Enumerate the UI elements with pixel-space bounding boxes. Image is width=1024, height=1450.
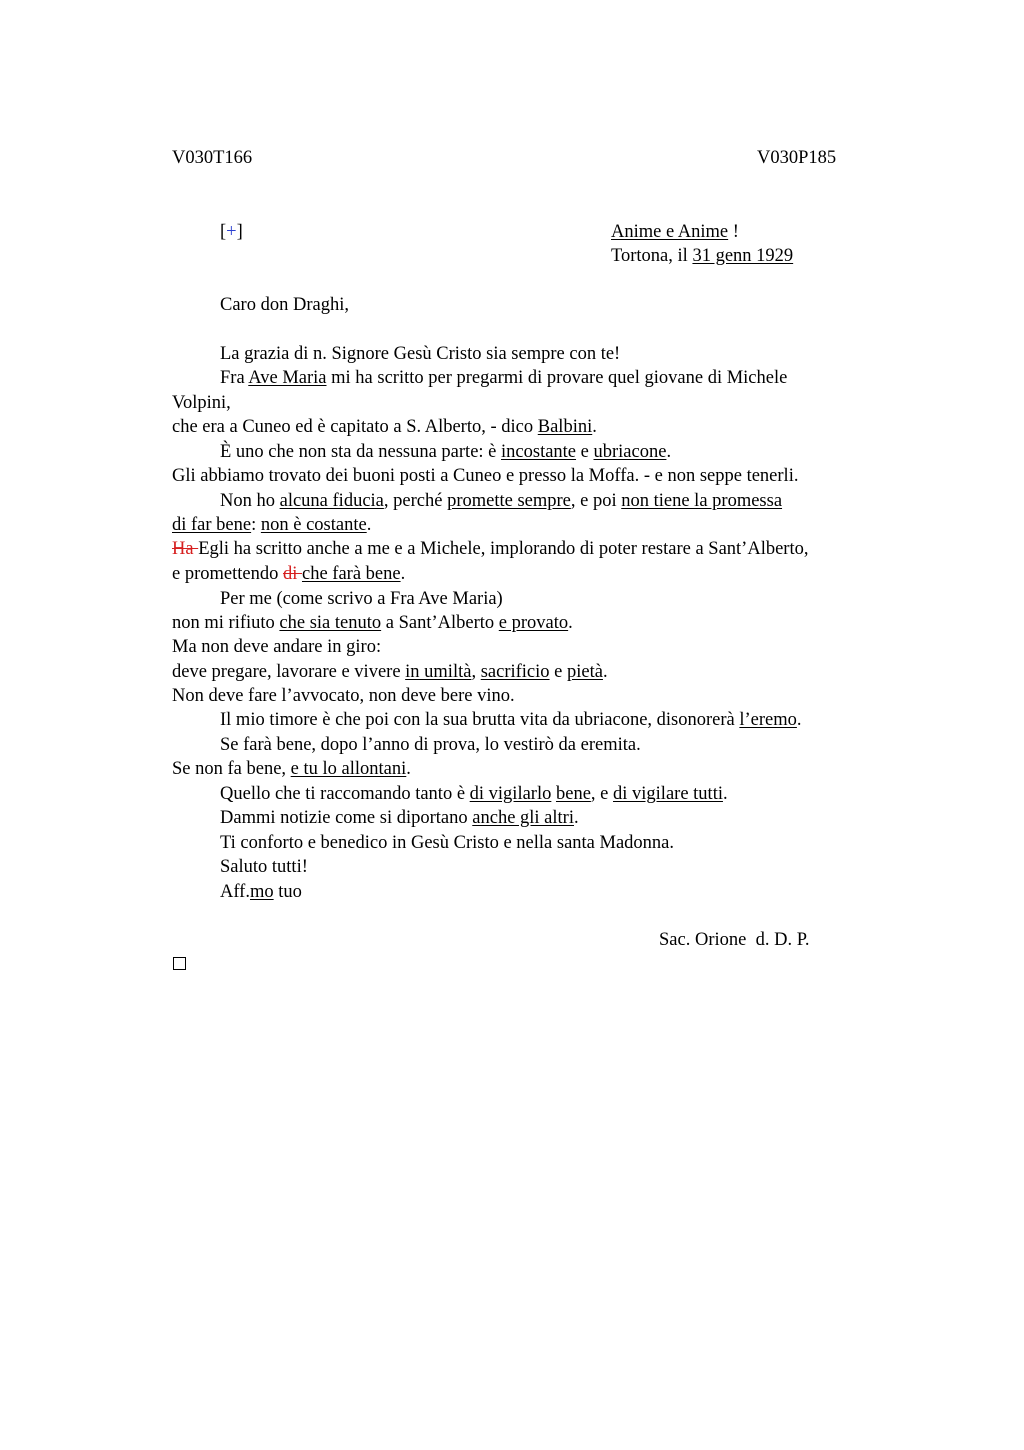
body-line: Ha Egli ha scritto anche a me e a Michele, implorando di poter restare a Sant’Alberto,: [172, 539, 809, 559]
body-line: non mi rifiuto che sia tenuto a Sant’Alberto e provato.: [172, 613, 573, 633]
body-line: deve pregare, lavorare e vivere in umiltà, sacrificio e pietà.: [172, 662, 608, 682]
document-code-right: V030P185: [757, 148, 837, 168]
deleted-text: Ha: [172, 539, 199, 559]
body-line: di far bene: non è costante.: [172, 515, 372, 535]
body-line: Il mio timore è che poi con la sua brutta vita da ubriacone, disonorerà l’eremo.: [220, 710, 802, 730]
deleted-text: di: [282, 564, 302, 584]
body-line: Quello che ti raccomando tanto è di vigilarlo bene, e di vigilare tutti.: [220, 784, 728, 804]
letter-title: Anime e Anime !: [611, 222, 739, 242]
signature: Sac. Orione d. D. P.: [659, 930, 810, 950]
body-line: Se farà bene, dopo l’anno di prova, lo vestirò da eremita.: [220, 735, 641, 755]
body-line: Gli abbiamo trovato dei buoni posti a Cuneo e presso la Moffa. - e non seppe tenerli.: [172, 466, 799, 486]
body-line: Per me (come scrivo a Fra Ave Maria): [220, 589, 503, 609]
cross-marker: [+]: [220, 222, 243, 242]
end-square-icon: [173, 957, 186, 970]
body-line: Non deve fare l’avvocato, non deve bere vino.: [172, 686, 515, 706]
body-line: Ti conforto e benedico in Gesù Cristo e nella santa Madonna.: [220, 833, 675, 853]
body-line: e promettendo di che farà bene.: [172, 564, 406, 584]
salutation: Caro don Draghi,: [220, 295, 349, 315]
closing: Aff.mo tuo: [220, 882, 302, 902]
body-line: che era a Cuneo ed è capitato a S. Alberto, - dico Balbini.: [172, 417, 597, 437]
body-line: Volpini,: [172, 393, 231, 413]
body-line: Ma non deve andare in giro:: [172, 637, 382, 657]
body-line: Non ho alcuna fiducia, perché promette sempre, e poi non tiene la promessa: [220, 491, 783, 511]
body-line: Dammi notizie come si diportano anche gli altri.: [220, 808, 579, 828]
body-line: Fra Ave Maria mi ha scritto per pregarmi di provare quel giovane di Michele: [220, 368, 788, 388]
cross-icon: +: [226, 222, 237, 242]
document-code-left: V030T166: [172, 148, 253, 168]
body-line: Se non fa bene, e tu lo allontani.: [172, 759, 411, 779]
body-line: È uno che non sta da nessuna parte: è incostante e ubriacone.: [220, 442, 672, 462]
body-line: La grazia di n. Signore Gesù Cristo sia sempre con te!: [220, 344, 621, 364]
body-line: Saluto tutti!: [220, 857, 308, 877]
place-date: Tortona, il 31 genn 1929: [611, 246, 794, 266]
